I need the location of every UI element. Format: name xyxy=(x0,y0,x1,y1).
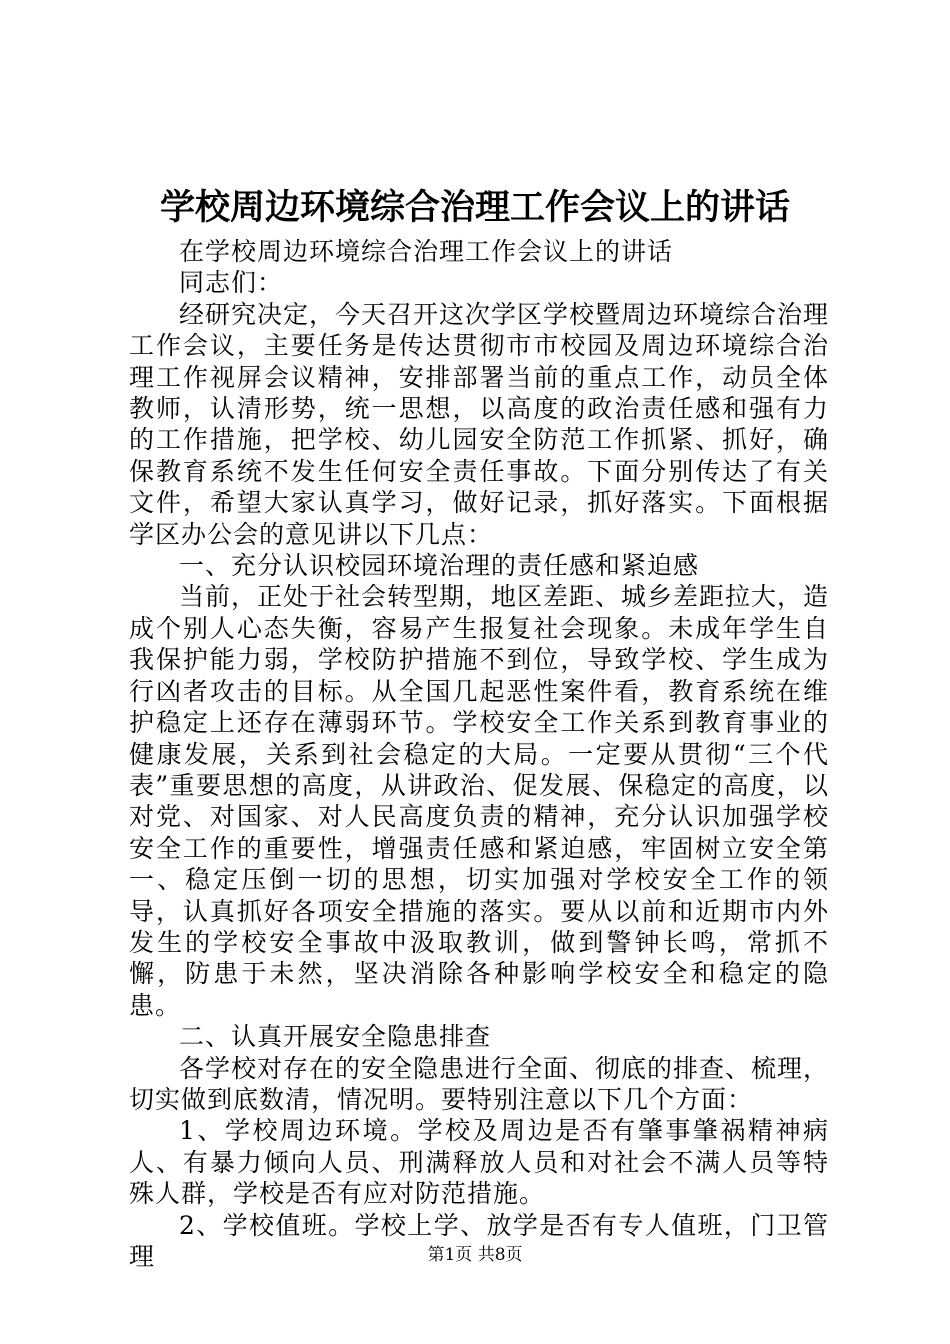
document-body xyxy=(129,236,829,1272)
document-title: 学校周边环境综合治理工作会议上的讲话 xyxy=(159,187,790,228)
section-1-paragraph: 当前，正处于社会转型期，地区差距、城乡差距拉大，造成个别人心态失衡，容易产生报复社会现象。未成年学生自我保护能力弱，学校防护措施不到位，导致学校、学生成为行凶者攻击的目标。从全国几起恶性案件看，教育系统在维护稳定上还存在薄弱环节。学校安全工作关系到教育事业的健康发展，关系到社会稳定的大局。一定要从贯彻“三个代表”重要思想的高度，从讲政治、促发展、保稳定的高度，以对党、对国家、对人民高度负责的精神，充分认识加强学校安全工作的重要性，增强责任感和紧迫感，牢固树立安全第一、稳定压倒一切的思想，切实加强对学校安全工作的领导，认真抓好各项安全措施的落实。要从以前和近期市内外发生的学校安全事故中汲取教训，做到警钟长鸣，常抓不懈，防患于未然，坚决消除各种影响学校安全和稳定的隐患。 xyxy=(129,582,830,1020)
intro-paragraph: 经研究决定，今天召开这次学区学校暨周边环境综合治理工作会议，主要任务是传达贯彻市市校园及周边环境综合治理工作视屏会议精神，安排部署当前的重点工作，动员全体教师，认清形势，统一思想，以高度的政治责任感和强有力的工作措施，把学校、幼儿园安全防范工作抓紧、抓好，确保教育系统不发生任何安全责任事故。下面分别传达了有关文件，希望大家认真学习，做好记录，抓好落实。下面根据学区办公会的意见讲以下几点： xyxy=(129,299,830,549)
section-heading-1: 一、充分认识校园环境治理的责任感和紧迫感 xyxy=(179,551,700,581)
page-number-footer: 第1页 共8页 xyxy=(427,1245,523,1265)
list-item-2-paragraph: 2、学校值班。学校上学、放学是否有专人值班，门卫管理 xyxy=(129,1210,829,1271)
subtitle-paragraph: 在学校周边环境综合治理工作会议上的讲话 xyxy=(179,237,674,266)
section-heading-2: 二、认真开展安全隐患排查 xyxy=(179,1022,492,1052)
list-item-1-paragraph: 1、学校周边环境。学校及周边是否有肇事肇祸精神病人、有暴力倾向人员、刑满释放人员和对社会不满人员等特殊人群，学校是否有应对防范措施。 xyxy=(129,1116,829,1209)
salutation-paragraph: 同志们： xyxy=(179,268,284,298)
section-2-paragraph: 各学校对存在的安全隐患进行全面、彻底的排查、梳理，切实做到底数清，情况明。要特别注意以下几个方面： xyxy=(129,1053,830,1114)
